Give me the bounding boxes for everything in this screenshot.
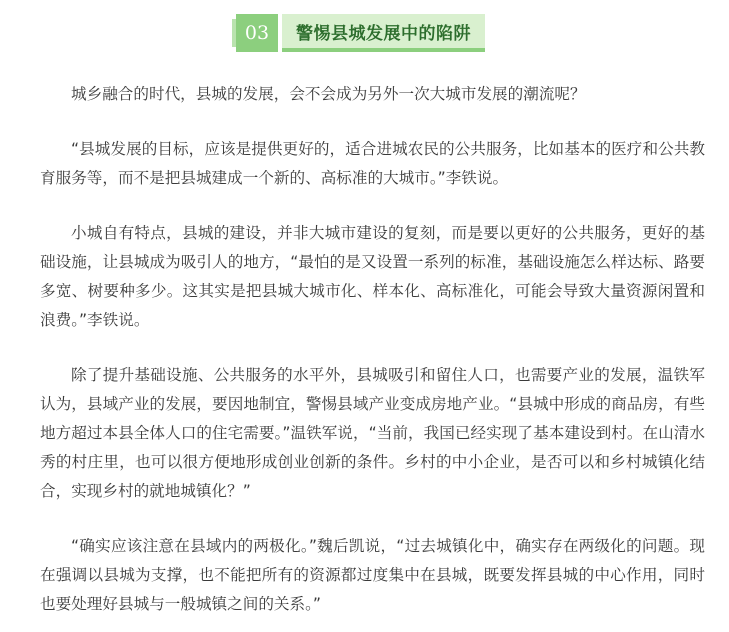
section-title-box: [282, 14, 485, 52]
section-number-box: [236, 14, 278, 52]
paragraph-4: 除了提升基础设施、公共服务的水平外，县城吸引和留住人口，也需要产业的发展，温铁军认为，县域产业的发展，要因地制宜，警惕县域产业变成房地产业。“县城中形成的商品房，有些地方超过本县全体人口的住宅需要。”温铁军说，“当前，我国已经实现了基本建设到村。在山清水秀的村庄里，也可以很方便地形成创业创新的条件。乡村的中小企业，是否可以和乡村城镇化结合，实现乡村的就地城镇化？”: [40, 366, 705, 500]
section-header: [236, 14, 485, 52]
section-number: 03: [244, 22, 270, 44]
paragraph-5: “确实应该注意在县域内的两极化。”魏后凯说，“过去城镇化中，确实存在两级化的问题。现在强调以县城为支撑，也不能把所有的资源都过度集中在县城，既要发挥县城的中心作用，同时也要处理好县城与一般城镇之间的关系。”: [40, 537, 705, 613]
paragraph-1: 城乡融合的时代，县城的发展，会不会成为另外一次大城市发展的潮流呢？: [71, 85, 586, 103]
section-title: 警惕县城发展中的陷阱: [296, 23, 471, 44]
article-body: [40, 80, 705, 619]
paragraph-3: 小城自有特点，县城的建设，并非大城市建设的复刻，而是要以更好的公共服务，更好的基础设施，让县城成为吸引人的地方，“最怕的是又设置一系列的标准，基础设施怎么样达标、路要多宽、树要种多少。这其实是把县城大城市化、样本化、高标准化，可能会导致大量资源闲置和浪费。”李铁说。: [40, 224, 705, 329]
paragraph-2: “县城发展的目标，应该是提供更好的，适合进城农民的公共服务，比如基本的医疗和公共教育服务等，而不是把县城建成一个新的、高标准的大城市。”李铁说。: [40, 140, 705, 187]
